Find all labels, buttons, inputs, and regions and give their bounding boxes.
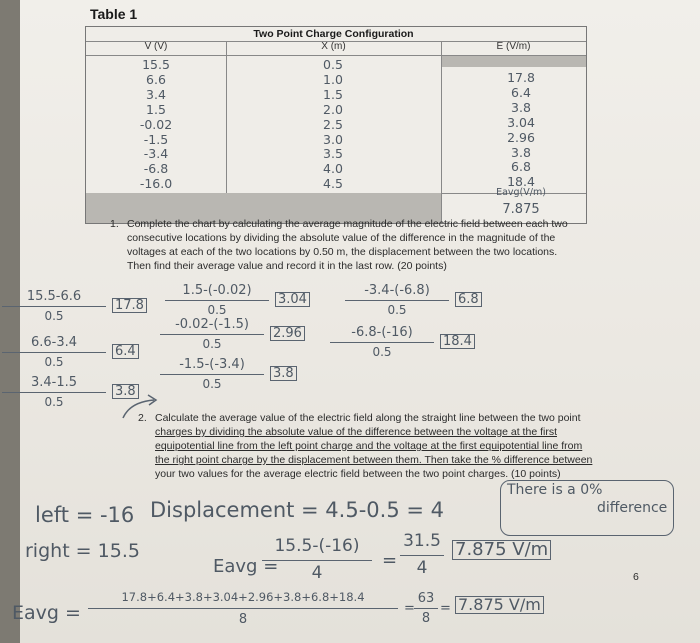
table-cell: 0.5 [323, 57, 343, 72]
eavg-label: Eavg(V/m) [496, 187, 546, 198]
page-number: 6 [633, 571, 639, 583]
question-2-line: your two values for the average electric field between the two point charges. (10 points) [155, 468, 561, 480]
fraction-result: 2.96 [270, 326, 305, 341]
eavg-label-bottom: Eavg = [12, 602, 81, 624]
table-cell: 4.0 [323, 161, 343, 177]
eavg-result: 7.875 V/m [452, 540, 551, 560]
table-cell: -0.02 [139, 116, 173, 132]
fraction-numerator: -3.4-(-6.8) [364, 283, 430, 298]
fraction-result: 6.4 [112, 344, 139, 359]
equals-sign: = [440, 601, 451, 616]
table-cell: 17.8 [507, 70, 535, 85]
eavg-sum-denominator: 8 [88, 608, 398, 626]
eavg-sum-numerator: 17.8+6.4+3.8+3.04+2.96+3.8+6.8+18.4 [121, 590, 365, 604]
fraction-result: 3.8 [112, 384, 139, 399]
note-line: There is a 0% [507, 482, 603, 498]
fraction-denominator: 0.5 [330, 342, 434, 358]
fraction-denominator: 0.5 [2, 306, 106, 322]
data-table [85, 26, 587, 224]
table-cell: 1.0 [323, 71, 343, 87]
question-1-number: 1. [110, 218, 119, 230]
fraction-result: 6.8 [455, 292, 482, 307]
table-cell: 15.5 [142, 57, 170, 72]
equals-sign: = [404, 601, 415, 616]
fraction-denominator: 0.5 [2, 352, 106, 368]
right-voltage: right = 15.5 [25, 540, 140, 562]
fraction-result: 17.8 [112, 298, 147, 313]
eavg-numerator-2: 31.5 [403, 531, 441, 551]
fraction-denominator: 0.5 [165, 300, 269, 316]
eavg-denominator: 4 [262, 560, 372, 582]
table-cell: 18.4 [507, 174, 535, 190]
question-2-line: Calculate the average value of the electric field along the straight line between the two point [155, 412, 581, 424]
question-1-line: Then find their average value and record it in the last row. (20 points) [127, 260, 447, 272]
question-1-line: consecutive locations by dividing the absolute value of the difference in the magnitude of the [127, 232, 556, 244]
fraction-numerator: 1.5-(-0.02) [182, 283, 252, 298]
question-1-line: Complete the chart by calculating the average magnitude of the electric field between each two [127, 218, 568, 230]
eavg-sum-denominator-2: 8 [414, 608, 438, 625]
header-voltage: V (V) [144, 41, 168, 52]
shaded-cell [442, 56, 586, 67]
table-cell: 3.04 [507, 114, 535, 130]
eavg-label: Eavg = [213, 556, 279, 577]
question-2-text [155, 411, 592, 481]
table-cell: -16.0 [139, 176, 173, 192]
equals-sign: = [382, 550, 398, 571]
table-cell: -3.4 [143, 146, 169, 162]
fraction-numerator: 6.6-3.4 [30, 335, 78, 350]
fraction-denominator: 0.5 [345, 300, 449, 316]
table-cell: 3.8 [511, 99, 531, 115]
table-cell: 1.5 [323, 86, 343, 102]
table-cell: 2.0 [323, 101, 343, 117]
table-title: Table 1 [90, 6, 138, 22]
fraction-numerator: -6.8-(-16) [351, 325, 413, 340]
table-divider [441, 41, 442, 223]
table-cell: 6.6 [146, 71, 166, 87]
table-cell: 3.0 [323, 131, 343, 147]
question-1-text [127, 217, 568, 273]
fraction-numerator: 15.5-6.6 [26, 289, 82, 304]
question-2-line: the right point charge by the displacement between them. Then take the % difference between [155, 454, 593, 466]
question-2-number: 2. [138, 412, 147, 424]
fraction-denominator: 0.5 [160, 374, 264, 390]
displacement: Displacement = 4.5-0.5 = 4 [150, 498, 444, 522]
question-1-line: voltages at each of the two locations by 0.50 m, the displacement between the two locations. [127, 246, 558, 258]
table-cell: 2.96 [507, 129, 535, 145]
fraction-numerator: -0.02-(-1.5) [175, 317, 249, 332]
table-cell: -1.5 [143, 131, 169, 147]
fraction-result: 18.4 [440, 334, 475, 349]
fraction-numerator: 3.4-1.5 [30, 375, 78, 390]
table-cell: 2.5 [323, 116, 343, 132]
left-voltage: left = -16 [35, 503, 135, 527]
eavg-value: 7.875 [502, 202, 540, 217]
note-line: difference [597, 500, 668, 516]
eavg-sum-result: 7.875 V/m [455, 596, 544, 614]
header-field: E (V/m) [496, 41, 531, 52]
table-cell: 4.5 [323, 176, 343, 192]
fraction-denominator: 0.5 [160, 334, 264, 350]
table-cell: 3.5 [323, 146, 343, 162]
difference-note [500, 480, 674, 536]
table-cell: 6.8 [511, 159, 531, 175]
eavg-sum-numerator-2: 63 [417, 591, 435, 606]
eavg-denominator-2: 4 [400, 555, 444, 577]
fraction-result: 3.04 [275, 292, 310, 307]
eavg-numerator: 15.5-(-16) [274, 536, 360, 556]
table-cell: 3.4 [146, 86, 166, 102]
table-cell: -6.8 [143, 161, 169, 177]
fraction-numerator: -1.5-(-3.4) [179, 357, 245, 372]
question-2-line: equipotential line from the left point charge and the voltage at the first equipotential line from [155, 440, 583, 452]
table-cell: 1.5 [146, 101, 166, 117]
header-position: X (m) [321, 41, 346, 52]
question-2-line: charges by dividing the absolute value of the difference between the voltage at the first [155, 426, 557, 438]
fraction-result: 3.8 [270, 366, 297, 381]
table-caption: Two Point Charge Configuration [253, 28, 414, 40]
table-cell: 3.8 [511, 144, 531, 160]
fraction-denominator: 0.5 [2, 392, 106, 408]
table-cell: 6.4 [511, 84, 531, 100]
